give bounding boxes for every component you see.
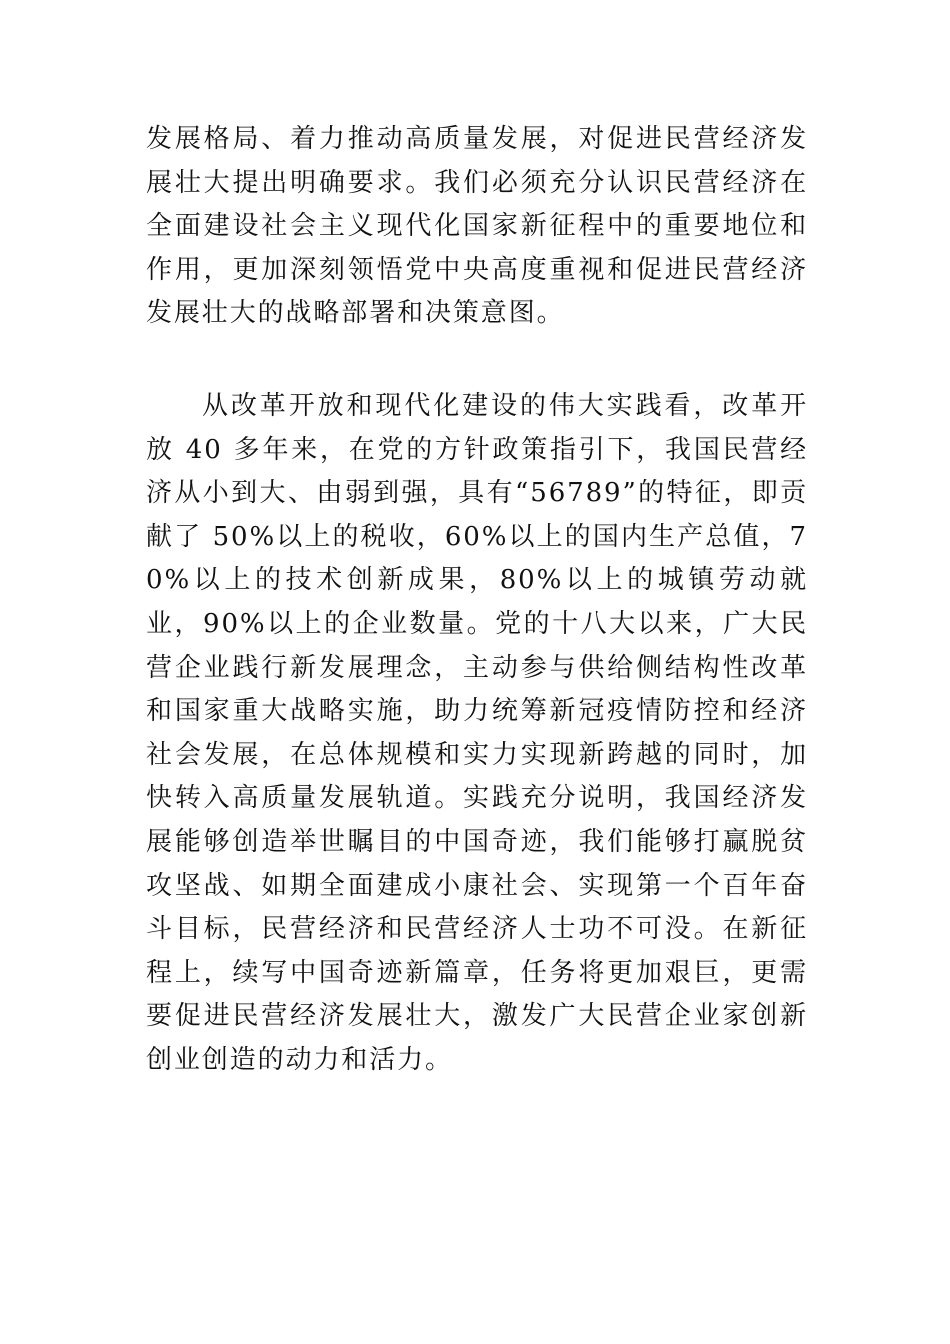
paragraph-1: 发展格局、着力推动高质量发展，对促进民营经济发展壮大提出明确要求。我们必须充分认识民营经济在全面建设社会主义现代化国家新征程中的重要地位和作用，更加深刻领悟党中央高度重视和促进民营经济发展壮大的战略部署和决策意图。	[146, 124, 808, 329]
paragraph-2: 从改革开放和现代化建设的伟大实践看，改革开放 40 多年来，在党的方针政策指引下，我国民营经济从小到大、由弱到强，具有“56789”的特征，即贡献了 50%以上的税收，60%以上的国内生产总值，70%以上的技术创新成果，80%以上的城镇劳动就业，90%以上的企业数量。党的十八大以来，广大民营企业践行新发展理念，主动参与供给侧结构性改革和国家重大战略实施，助力统筹新冠疫情防控和经济社会发展，在总体规模和实力实现新跨越的同时，加快转入高质量发展轨道。实践充分说明，我国经济发展能够创造举世瞩目的中国奇迹，我们能够打赢脱贫攻坚战、如期全面建成小康社会、实现第一个百年奋斗目标，民营经济和民营经济人士功不可没。在新征程上，续写中国奇迹新篇章，任务将更加艰巨，更需要促进民营经济发展壮大，激发广大民营企业家创新创业创造的动力和活力。	[146, 391, 808, 1075]
